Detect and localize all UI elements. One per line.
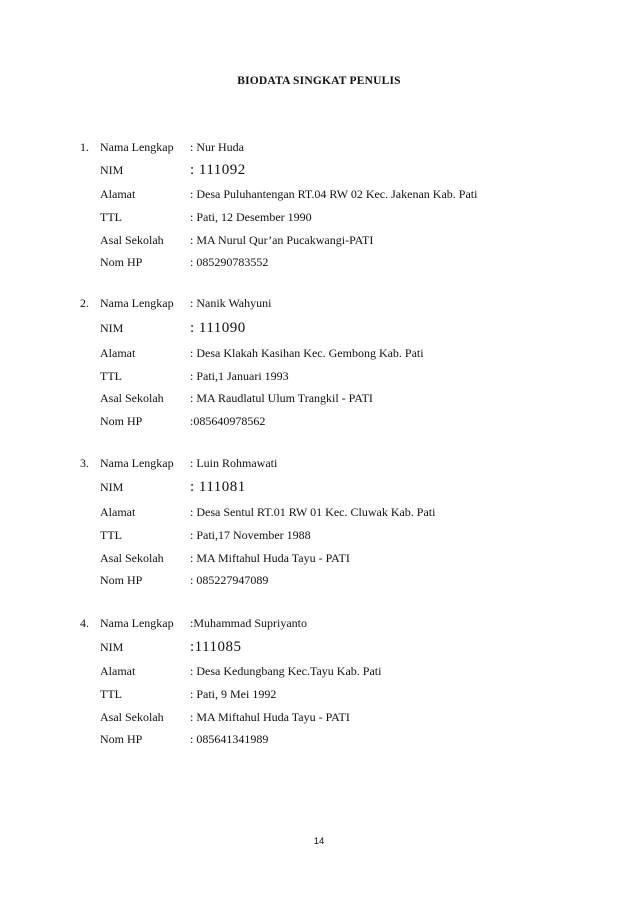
field-label: NIM (100, 640, 124, 654)
field-value: : 085227947089 (190, 573, 269, 587)
field-row-nama (0, 613, 638, 633)
field-label: TTL (100, 528, 122, 542)
entry-number: 3. (80, 456, 89, 470)
field-row-alamat (0, 343, 638, 363)
field-value: : MA Miftahul Huda Tayu - PATI (190, 551, 350, 565)
field-value: : Pati, 12 Desember 1990 (190, 210, 312, 224)
field-row-nama (0, 137, 638, 157)
field-label: Nom HP (100, 573, 143, 587)
field-row-ttl (0, 366, 638, 386)
field-value: : Pati,17 November 1988 (190, 528, 311, 542)
field-row-asal-sekolah (0, 230, 638, 250)
field-label: Nama Lengkap (100, 296, 174, 310)
field-label: Asal Sekolah (100, 391, 164, 405)
field-value: : Pati, 9 Mei 1992 (190, 687, 277, 701)
field-label: NIM (100, 163, 124, 177)
field-row-nama (0, 453, 638, 473)
field-row-ttl (0, 207, 638, 227)
field-label: Alamat (100, 346, 136, 360)
field-row-nim (0, 477, 638, 497)
field-label: Alamat (100, 187, 136, 201)
field-label: Asal Sekolah (100, 233, 164, 247)
entry-number: 1. (80, 140, 89, 154)
field-label: Asal Sekolah (100, 551, 164, 565)
field-value: : 085641341989 (190, 732, 269, 746)
field-label: NIM (100, 321, 124, 335)
field-row-nom-hp (0, 411, 638, 431)
field-value: :Muhammad Supriyanto (190, 616, 307, 630)
field-label: Alamat (100, 664, 136, 678)
field-label: Nama Lengkap (100, 140, 174, 154)
field-value: : Desa Sentul RT.01 RW 01 Kec. Cluwak Kab. Pati (190, 505, 436, 519)
entry-number: 2. (80, 296, 89, 310)
entry-number: 4. (80, 616, 89, 630)
field-row-alamat (0, 661, 638, 681)
field-value: : Desa Puluhantengan RT.04 RW 02 Kec. Jakenan Kab. Pati (190, 187, 478, 201)
field-row-nom-hp (0, 570, 638, 590)
field-label: Nom HP (100, 732, 143, 746)
field-label: Nom HP (100, 414, 143, 428)
field-value: : MA Nurul Qur’an Pucakwangi-PATI (190, 233, 374, 247)
field-value: :085640978562 (190, 414, 266, 428)
field-value: : Desa Klakah Kasihan Kec. Gembong Kab. Pati (190, 346, 424, 360)
field-row-alamat (0, 502, 638, 522)
field-label: TTL (100, 687, 122, 701)
field-value: : 111092 (190, 162, 246, 178)
field-value: : MA Miftahul Huda Tayu - PATI (190, 710, 350, 724)
field-row-alamat (0, 184, 638, 204)
field-row-asal-sekolah (0, 707, 638, 727)
field-label: Alamat (100, 505, 136, 519)
field-value: : 111090 (190, 320, 246, 336)
field-value: : MA Raudlatul Ulum Trangkil - PATI (190, 391, 373, 405)
field-value: : Nanik Wahyuni (190, 296, 272, 310)
field-label: Nama Lengkap (100, 616, 174, 630)
field-label: TTL (100, 369, 122, 383)
field-row-asal-sekolah (0, 388, 638, 408)
field-value: : Nur Huda (190, 140, 244, 154)
field-row-asal-sekolah (0, 548, 638, 568)
field-row-nama (0, 293, 638, 313)
field-row-ttl (0, 525, 638, 545)
field-value: :111085 (190, 639, 242, 655)
field-row-ttl (0, 684, 638, 704)
field-row-nom-hp (0, 729, 638, 749)
page-title: BIODATA SINGKAT PENULIS (237, 75, 401, 87)
field-row-nom-hp (0, 252, 638, 272)
page-number: 14 (313, 836, 325, 847)
field-value: : Pati,1 Januari 1993 (190, 369, 289, 383)
field-value: : Desa Kedungbang Kec.Tayu Kab. Pati (190, 664, 382, 678)
field-value: : 085290783552 (190, 255, 269, 269)
field-label: Nom HP (100, 255, 143, 269)
field-label: NIM (100, 480, 124, 494)
field-label: TTL (100, 210, 122, 224)
field-row-nim (0, 160, 638, 180)
field-row-nim (0, 318, 638, 338)
field-label: Nama Lengkap (100, 456, 174, 470)
field-row-nim (0, 637, 638, 657)
field-value: : 111081 (190, 479, 246, 495)
field-value: : Luin Rohmawati (190, 456, 278, 470)
field-label: Asal Sekolah (100, 710, 164, 724)
